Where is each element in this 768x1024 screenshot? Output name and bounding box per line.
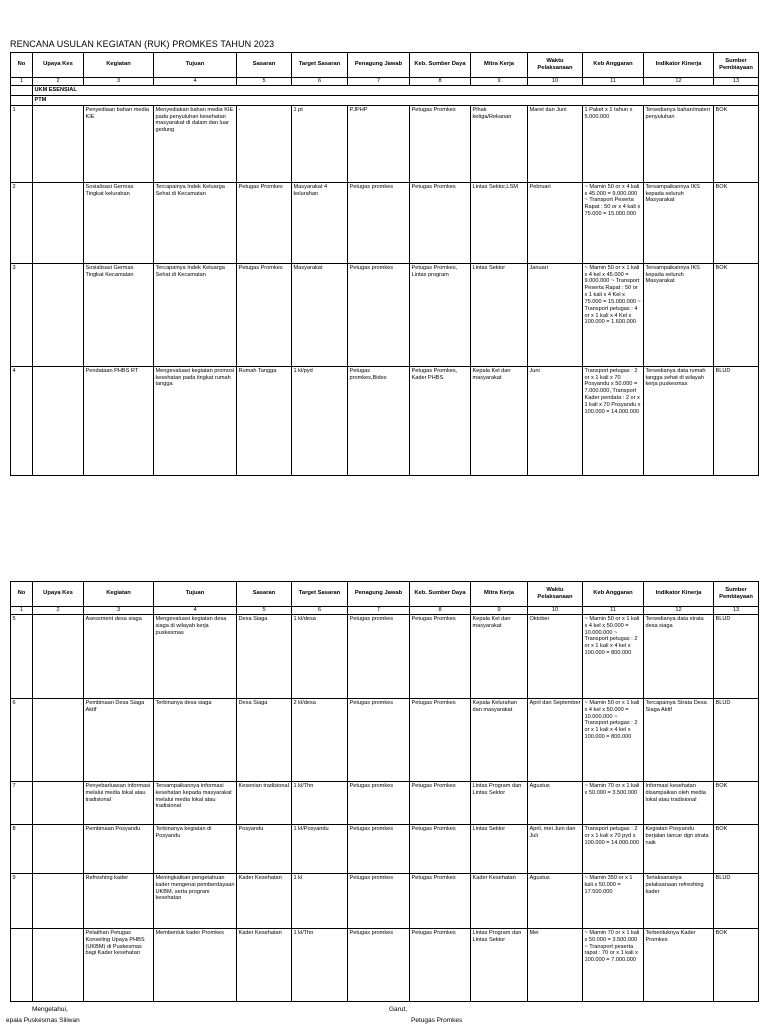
column-number: 1 (11, 607, 33, 615)
cell-indikator: Tersedianya data strata desa siaga (644, 615, 714, 699)
cell-sumber-daya: Petugas Promkes (410, 782, 471, 825)
column-number: 13 (714, 78, 759, 86)
cell-sasaran: Desa Siaga (237, 615, 292, 699)
cell-no: 6 (11, 699, 33, 782)
cell-mitra: Pihak ketiga/Rekanan (471, 105, 528, 182)
column-header: Upaya Kes (33, 53, 84, 78)
column-number: 8 (410, 607, 471, 615)
cell-kegiatan: Pelatihan Petugas Konseling Upaya PHBS (UKBM) di Puskesmas bagi Kader kesehatan (84, 929, 154, 1002)
cell-upaya (33, 615, 84, 699)
cell-no: 5 (11, 615, 33, 699)
column-number-row (11, 607, 759, 615)
cell-pembiayaan: BOK (714, 825, 759, 874)
column-number: 5 (237, 78, 292, 86)
column-header: Sasaran (237, 53, 292, 78)
cell-indikator: Tersampaikannya IKS kepada seluruh Masyarakat (644, 182, 714, 263)
cell-waktu: Maret dan Juni (528, 105, 583, 182)
signature-right-title: Petugas Promkes (411, 1017, 463, 1024)
cell-waktu: Agustus (528, 782, 583, 825)
cell-sumber-daya: Petugas Promkes (410, 182, 471, 263)
cell-sasaran: Kader Kesehatan (237, 929, 292, 1002)
cell-pembiayaan: BLUD (714, 615, 759, 699)
column-number: 11 (583, 607, 644, 615)
cell-target: 1 kl/Posyandu (292, 825, 348, 874)
cell-sumber-daya: Petugas Promkes (410, 929, 471, 1002)
column-header: Kegiatan (84, 53, 154, 78)
column-number: 10 (528, 78, 583, 86)
column-header: Sumber Pembiayaan (714, 582, 759, 607)
cell-no: 4 (11, 366, 33, 475)
section-row (11, 86, 759, 96)
cell-upaya (33, 699, 84, 782)
cell-anggaran: ~ Mamin 70 or x 1 kali x 50.000 = 3.500.000 (583, 782, 644, 825)
cell-tujuan: Menyediakan bahan media KIE pada penyuluhan kesehatan masyarakat di dalam dan luar gedung (154, 105, 237, 182)
column-number: 1 (11, 78, 33, 86)
table-row (11, 929, 759, 1002)
column-header: Keb Anggaran (583, 582, 644, 607)
cell-anggaran: ~ Mamin 50 or x 1 kali x 4 kel x 50.000 = 10.000.000 ~ Transport petugas : 2 or x 1 kali x 4 kel x 100.000 = 800.000 (583, 699, 644, 782)
column-header: Tujuan (154, 53, 237, 78)
cell-indikator: Tersampaikannya IKS kepada seluruh Masyarakat (644, 263, 714, 366)
cell-pj: Petugas promkes (348, 182, 410, 263)
cell-waktu: Oktober (528, 615, 583, 699)
ruk-table-page-1 (10, 52, 759, 476)
cell-anggaran: ~ Mamin 70 or x 1 kali x 50.000 = 3.500.000 ~ Transport peserta rapat : 70 or x 1 kali x 100.000 = 7.000.000 (583, 929, 644, 1002)
table-header-row (11, 582, 759, 607)
table-row (11, 615, 759, 699)
cell-waktu: April, mei Juni dan Juli (528, 825, 583, 874)
cell-sumber-daya: Petugas Promkes, Lintas program (410, 263, 471, 366)
column-number: 9 (471, 607, 528, 615)
ruk-table-page-2 (10, 581, 759, 1002)
column-header: Keb. Sumber Daya (410, 582, 471, 607)
signature-left-greeting: Mengetahui, (32, 1006, 68, 1013)
column-number: 12 (644, 78, 714, 86)
cell-target: 1 pt (292, 105, 348, 182)
column-number: 8 (410, 78, 471, 86)
cell-sumber-daya: Petugas Promkes (410, 105, 471, 182)
cell-pj: Petugas promkes (348, 699, 410, 782)
column-header: Penagung Jawab (348, 582, 410, 607)
cell-target: 1 kl (292, 874, 348, 929)
cell-pembiayaan: BLUD (714, 699, 759, 782)
cell-sumber-daya: Petugas Promkes (410, 615, 471, 699)
column-number: 10 (528, 607, 583, 615)
column-header: Indikator Kinerja (644, 582, 714, 607)
cell-pembiayaan: BOK (714, 263, 759, 366)
table-row (11, 105, 759, 182)
cell-sumber-daya: Petugas Promkes (410, 825, 471, 874)
cell-pj: Petugas promkes (348, 825, 410, 874)
section-row (11, 96, 759, 106)
cell-sumber-daya: Petugas Promkes, Kader PHBS (410, 366, 471, 475)
cell-tujuan: Terbinanya desa siaga (154, 699, 237, 782)
cell-waktu: Agustus (528, 874, 583, 929)
cell-kegiatan: Pembinaan Desa Siaga Aktif (84, 699, 154, 782)
cell-pembiayaan: BLUD (714, 874, 759, 929)
cell-anggaran: Transport petugas : 2 or x 1 kali x 70 Posyandu x 50.000 = 7.000.000, Transport Kader pendata : 2 or x 1 kali x 70 Posyandu x 100.000 = 14.000.000 (583, 366, 644, 475)
cell-anggaran: ~ Mamin 350 or x 1 kali x 50.000 = 17.500.000 (583, 874, 644, 929)
cell-mitra: Lintas Sektor (471, 263, 528, 366)
column-number: 12 (644, 607, 714, 615)
cell-indikator: Tersedianya bahan/materi penyuluhan (644, 105, 714, 182)
cell-pembiayaan: BLUD (714, 366, 759, 475)
cell-tujuan: Mengevaluasi kegiatan desa siaga di wilayah kerja puskesmas (154, 615, 237, 699)
cell-sasaran: Desa Siaga (237, 699, 292, 782)
column-number: 9 (471, 78, 528, 86)
table-row (11, 182, 759, 263)
cell-kegiatan: Penyebarluasan informasi melalui media lokal atau tradisional (84, 782, 154, 825)
cell-kegiatan: Penyediaan bahan media KIE (84, 105, 154, 182)
column-header: Upaya Kes (33, 582, 84, 607)
cell-no: 3 (11, 263, 33, 366)
cell-upaya (33, 182, 84, 263)
cell-waktu: Pebruari (528, 182, 583, 263)
cell-pj: Petugas promkes (348, 929, 410, 1002)
column-header: Target Sasaran (292, 53, 348, 78)
cell-waktu: April dan September (528, 699, 583, 782)
cell-pj: Petugas promkes (348, 874, 410, 929)
cell-indikator: Terlaksananya pelaksanaan refreshing kader (644, 874, 714, 929)
cell-waktu: Mei (528, 929, 583, 1002)
column-header: Sumber Pembiayaan (714, 53, 759, 78)
table-row (11, 825, 759, 874)
table-row (11, 874, 759, 929)
cell-mitra: Lintas Sektor (471, 825, 528, 874)
cell-tujuan: Membentuk kader Promkes (154, 929, 237, 1002)
cell-sasaran: Kader Kesehatan (237, 874, 292, 929)
column-header: Tujuan (154, 582, 237, 607)
column-header: Kegiatan (84, 582, 154, 607)
signature-left-title: epala Puskesmas Siliwan (6, 1017, 80, 1024)
column-header: Target Sasaran (292, 582, 348, 607)
table-header-row (11, 53, 759, 78)
column-header: Mitra Kerja (471, 53, 528, 78)
cell-tujuan: Terbinanya kegiatan di Posyandu (154, 825, 237, 874)
column-header: Sasaran (237, 582, 292, 607)
cell-upaya (33, 782, 84, 825)
column-header: No (11, 582, 33, 607)
cell-kegiatan: Sosialisasi Germas Tingkat Kecamatan (84, 263, 154, 366)
column-number: 6 (292, 607, 348, 615)
cell-target: Masyarakat 4 kelurahan (292, 182, 348, 263)
column-number: 11 (583, 78, 644, 86)
cell-pj: Petugas promkes (348, 615, 410, 699)
cell-target: 1 kl/Thn (292, 929, 348, 1002)
cell-no: 9 (11, 874, 33, 929)
cell-target: 1 kl/Thn (292, 782, 348, 825)
column-number: 4 (154, 607, 237, 615)
cell-indikator: Tersedianya data rumah tangga sehat di wilayah kerja puskesmas (644, 366, 714, 475)
column-header: Indikator Kinerja (644, 53, 714, 78)
column-header: Penagung Jawab (348, 53, 410, 78)
cell-tujuan: Mengevaluasi kegiatan promosi kesehatan pada tingkat rumah tangga (154, 366, 237, 475)
cell-upaya (33, 105, 84, 182)
cell-anggaran: Transport petugas : 2 or x 1 kali x 70 pyd x 100.000 = 14.000.000 (583, 825, 644, 874)
cell-no: 1 (11, 105, 33, 182)
cell-tujuan: Tersampaikannya informasi kesehatan kepada masyarakat melalui media lokal atau tradisional (154, 782, 237, 825)
cell-pembiayaan: BOK (714, 105, 759, 182)
cell-tujuan: Tercapainya Indek Keluarga Sehat di Kecamatan (154, 263, 237, 366)
cell-target: 1 kl/pyd (292, 366, 348, 475)
cell-sasaran: - (237, 105, 292, 182)
cell-indikator: Informasi kesehatan disampaikan oleh media lokal atau tradisional (644, 782, 714, 825)
column-number-row (11, 78, 759, 86)
column-header: Mitra Kerja (471, 582, 528, 607)
cell-mitra: Kader Kesehatan (471, 874, 528, 929)
cell-mitra: Kepala Kelurahan dan masyarakat (471, 699, 528, 782)
cell-mitra: Kepala Kel dan masyarakat (471, 366, 528, 475)
cell-no: 2 (11, 182, 33, 263)
table-row (11, 366, 759, 475)
cell-tujuan: Tercapainya Indek Keluarga Sehat di Kecamatan (154, 182, 237, 263)
section-label-ukm: UKM ESENSIAL (33, 86, 759, 96)
cell-target: Masyarakat (292, 263, 348, 366)
cell-upaya (33, 825, 84, 874)
column-number: 5 (237, 607, 292, 615)
column-number: 4 (154, 78, 237, 86)
section-label-ptm: PTM (33, 96, 759, 106)
cell-kegiatan: Asessment desa siaga (84, 615, 154, 699)
cell-pembiayaan: BOK (714, 782, 759, 825)
column-header: Waktu Pelaksanaan (528, 53, 583, 78)
cell-pj: Petugas promkes,Bides (348, 366, 410, 475)
column-header: No (11, 53, 33, 78)
cell-mitra: Lintas Program dan Lintas Sektor (471, 929, 528, 1002)
signature-right-place: Garut, (389, 1006, 408, 1013)
cell-sasaran: Posyandu (237, 825, 292, 874)
table-row (11, 263, 759, 366)
cell-no: 8 (11, 825, 33, 874)
cell-mitra: Kepala Kel dan masyarakat (471, 615, 528, 699)
cell-kegiatan: Pendataan PHBS RT (84, 366, 154, 475)
cell-anggaran: ~ Mamin 50 or x 4 kali x 45.000 = 9.000.000 ~ Transport Peserta Rapat : 50 or x 4 kali x 75.000 = 15.000.000 (583, 182, 644, 263)
cell-indikator: Terbentuknya Kader Promkes (644, 929, 714, 1002)
cell-upaya (33, 263, 84, 366)
cell-pj: Petugas promkes (348, 782, 410, 825)
cell-kegiatan: Sosialisasi Germas Tingkat kelurahan (84, 182, 154, 263)
cell-anggaran: 1 Paket x 1 tahun x 5.000.000 (583, 105, 644, 182)
cell-no (11, 929, 33, 1002)
cell-kegiatan: Pembinaan Posyandu (84, 825, 154, 874)
cell-pj: Petugas promkes (348, 263, 410, 366)
cell-pj: PJPHP (348, 105, 410, 182)
cell-sumber-daya: Petugas Promkes (410, 699, 471, 782)
cell-waktu: Juni (528, 366, 583, 475)
cell-kegiatan: Refreshing kader (84, 874, 154, 929)
cell-tujuan: Meningkatkan pengetahuan kader mengenai pemberdayaan UKBM, serta program kesehatan (154, 874, 237, 929)
table-row (11, 782, 759, 825)
cell-no: 7 (11, 782, 33, 825)
document-title: RENCANA USULAN KEGIATAN (RUK) PROMKES TAHUN 2023 (10, 39, 275, 49)
cell-indikator: Kegiatan Posyandu berjalan lancar dgn strata naik (644, 825, 714, 874)
cell-target: 2 kl/desa (292, 699, 348, 782)
cell-anggaran: ~ Mamin 50 or x 1 kali x 4 kel x 50.000 = 10.000.000 ~ Transport petugas : 2 or x 1 kali x 4 kel x 100.000 = 800.000 (583, 615, 644, 699)
cell-anggaran: ~ Mamin 50 or x 1 kali x 4 kel x 45.000 = 9.000.000 ~ Transport Peserta Rapat : 50 or x 1 kali x 4 Kel x 75.000 = 15.000.000 ~ Transport petugas : 4 or x 1 kali x 4 Kel x 100.000 = 1.600.000 (583, 263, 644, 366)
column-number: 6 (292, 78, 348, 86)
column-number: 3 (84, 78, 154, 86)
column-number: 2 (33, 607, 84, 615)
cell-sasaran: Rumah Tangga (237, 366, 292, 475)
table-row (11, 699, 759, 782)
cell-upaya (33, 929, 84, 1002)
cell-pembiayaan: BOK (714, 929, 759, 1002)
column-header: Keb. Sumber Daya (410, 53, 471, 78)
column-number: 7 (348, 607, 410, 615)
column-number: 3 (84, 607, 154, 615)
cell-sasaran: Petugas Promkes (237, 263, 292, 366)
column-number: 7 (348, 78, 410, 86)
column-number: 13 (714, 607, 759, 615)
cell-sasaran: Petugas Promkes (237, 182, 292, 263)
cell-upaya (33, 366, 84, 475)
cell-sumber-daya: Petugas Promkes (410, 874, 471, 929)
column-number: 2 (33, 78, 84, 86)
cell-mitra: Lintas Program dan Lintas Sektor (471, 782, 528, 825)
cell-pembiayaan: BOK (714, 182, 759, 263)
column-header: Waktu Pelaksanaan (528, 582, 583, 607)
column-header: Keb Anggaran (583, 53, 644, 78)
cell-mitra: Lintas Sektor,LSM (471, 182, 528, 263)
cell-sasaran: Kesenian tradisional (237, 782, 292, 825)
cell-upaya (33, 874, 84, 929)
cell-waktu: Januari (528, 263, 583, 366)
cell-target: 1 kl/desa (292, 615, 348, 699)
cell-indikator: Tercapainya Strata Desa Siaga Aktif (644, 699, 714, 782)
